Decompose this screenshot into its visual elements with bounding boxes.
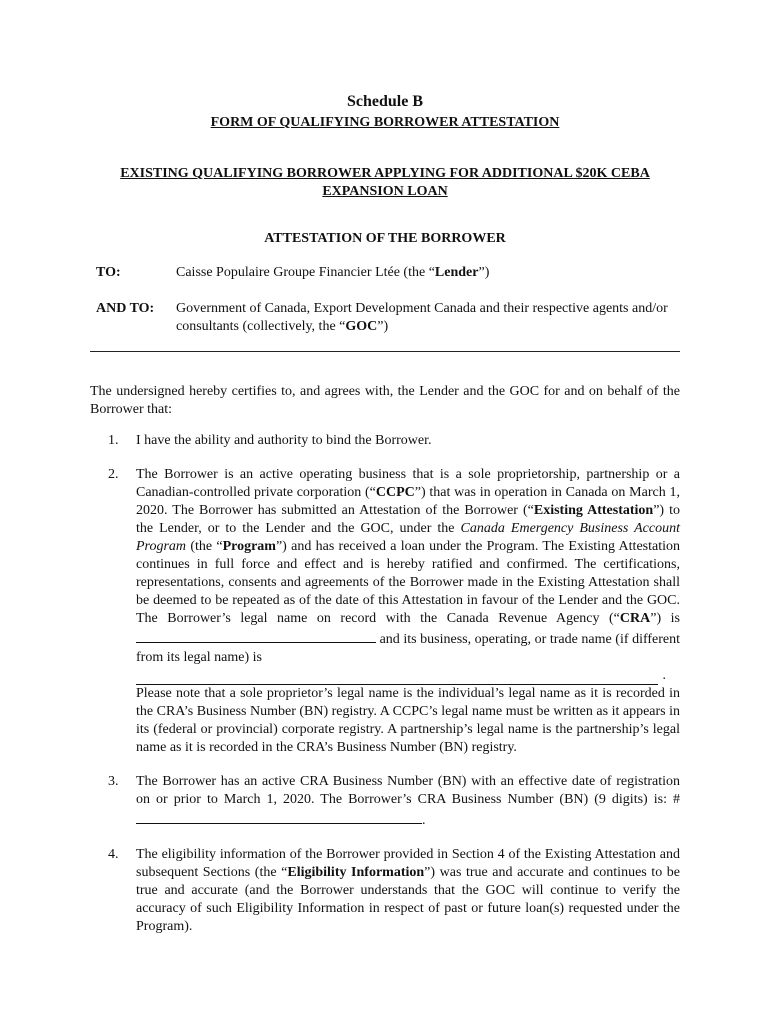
intro-paragraph: The undersigned hereby certifies to, and agrees with, the Lender and the GOC for and on behalf of the Borrower that:	[90, 384, 680, 417]
trade-name-field[interactable]	[136, 667, 658, 685]
to-label: TO:	[96, 265, 121, 280]
section-title: ATTESTATION OF THE BORROWER	[264, 231, 506, 246]
list-item-4: 4. The eligibility information of the Borrower provided in Section 4 of the Existing Attestation and subsequent Sections (the “Eligibility Information”) was true and accurate and continues to be true and accurate (and the Borrower understands that the GOC will continue to verify the accuracy of such Eligibility Information in respect of past or future loan(s) requested under the Program).	[108, 847, 680, 934]
list-item-1: 1. I have the ability and authority to bind the Borrower.	[108, 433, 432, 448]
list-item-3: 3. The Borrower has an active CRA Business Number (BN) with an effective date of registration on or prior to March 1, 2020. The Borrower’s CRA Business Number (BN) (9 digits) is: #.	[108, 774, 680, 828]
divider-line	[90, 351, 680, 352]
and-to-recipient: Government of Canada, Export Development Canada and their respective agents and/or consultants (collectively, the “GOC”)	[176, 301, 668, 334]
to-block	[96, 264, 680, 282]
form-subtitle: FORM OF QUALIFYING BORROWER ATTESTATION	[210, 115, 560, 130]
loan-heading: EXISTING QUALIFYING BORROWER APPLYING FOR ADDITIONAL $20K CEBA EXPANSION LOAN	[120, 166, 650, 199]
business-number-field[interactable]	[136, 809, 422, 824]
legal-name-field[interactable]	[136, 628, 376, 643]
to-recipient: Caisse Populaire Groupe Financier Ltée (the “Lender”)	[176, 265, 490, 280]
schedule-title: Schedule B	[346, 93, 423, 110]
legal-name-note: Please note that a sole proprietor’s legal name is the individual’s legal name as it is recorded in the CRA’s Business Number (BN) registry. A CCPC’s legal name must be written as it appears in its (federal or provincial) corporate registry. A partnership’s legal name is the partnership’s legal name as it is recorded in the CRA’s Business Number (BN) registry.	[136, 686, 680, 755]
attestation-list	[90, 432, 680, 952]
list-item-2: 2. The Borrower is an active operating business that is a sole proprietorship, partnership or a Canadian-controlled private corporation (“CCPC”) that was in operation in Canada on March 1, 2020. The Borrower has submitted an Attestation of the Borrower (“Existing Attestation”) to the Lender, or to the Lender and the GOC, under the Canada Emergency Business Account Program (the “Program”) and has received a loan under the Program. The Existing Attestation continues in full force and effect and is hereby ratified and confirmed. The certifications, representations, consents and agreements of the Borrower made in the Existing Attestation shall be deemed to be repeated as of the date of this Attestation in favour of the Lender and the GOC. The Borrower’s legal name on record with the Canada Revenue Agency (“CRA”) is and its business, operating, or trade name (if different from its legal name) is . Please note that a sole proprietor’s legal name is the individual’s legal name as it is recorded in the CRA’s Business Number (BN) registry. A CCPC’s legal name must be written as it appears in its (federal or provincial) corporate registry. A partnership’s legal name is the partnership’s legal name as it is recorded in the CRA’s Business Number (BN) registry.	[108, 467, 681, 755]
and-to-label: AND TO:	[96, 301, 155, 316]
and-to-block	[96, 300, 680, 336]
